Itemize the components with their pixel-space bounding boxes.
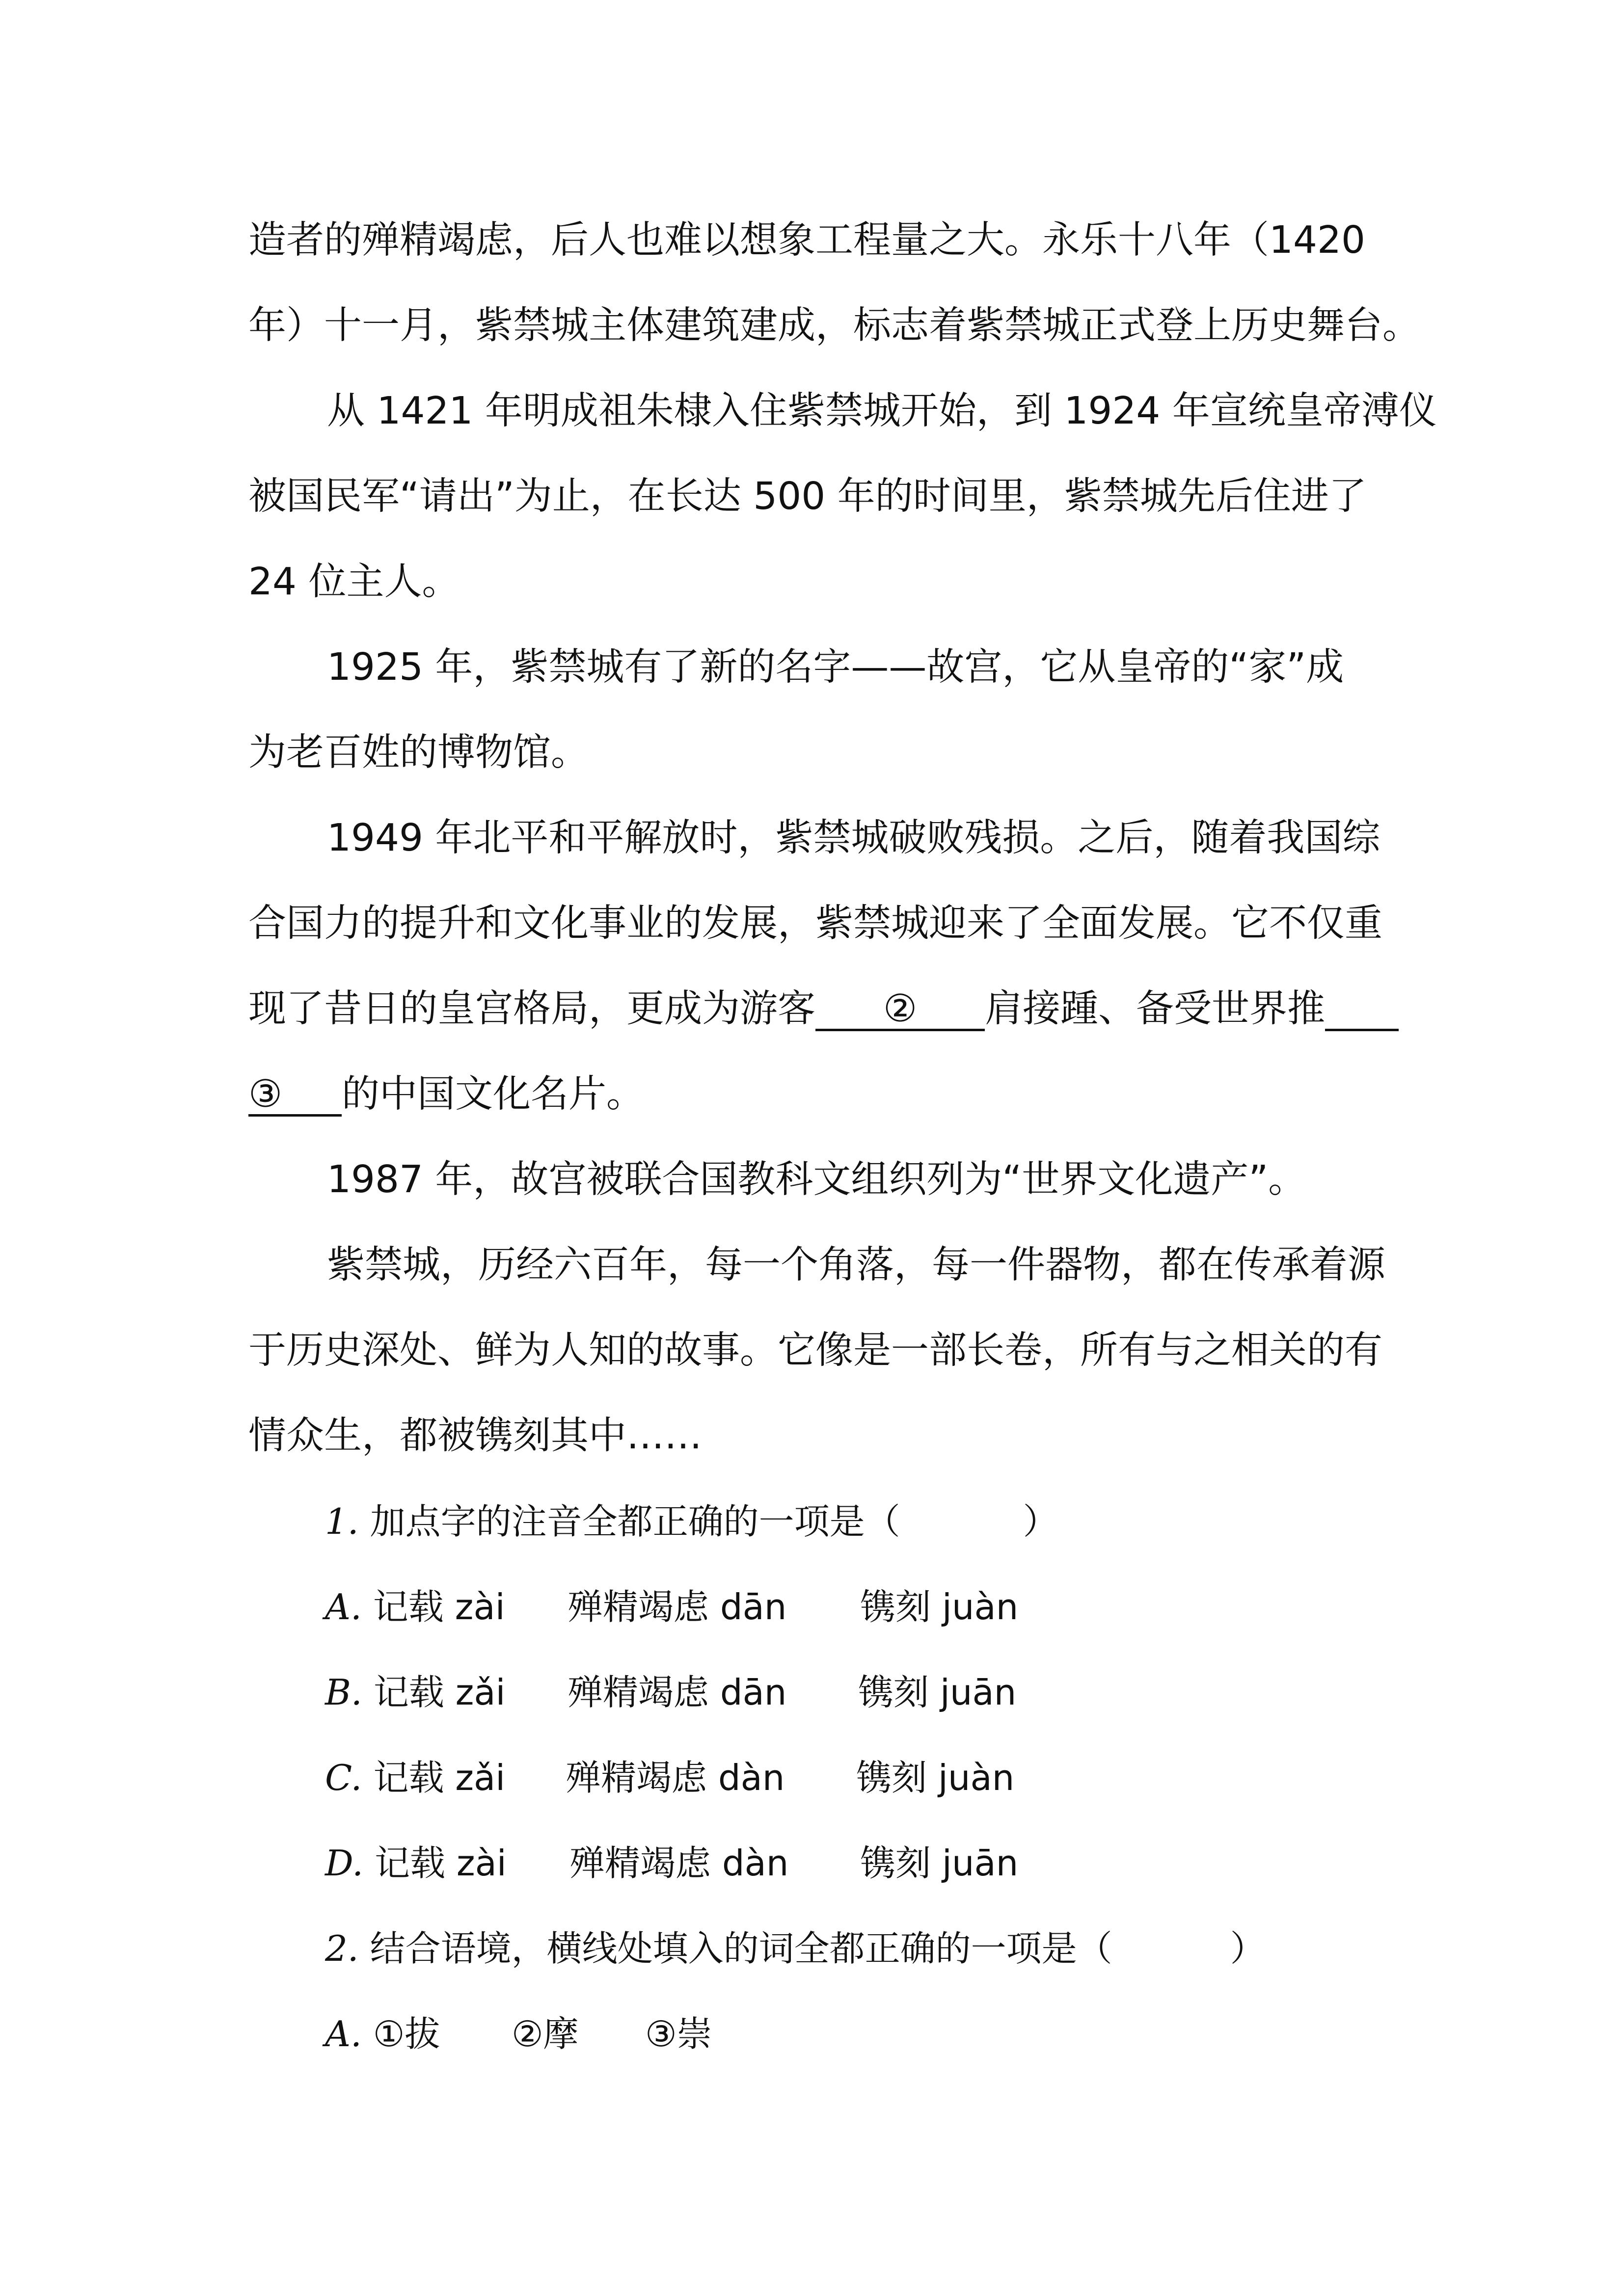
passage-line: 合国力的提升和文化事业的发展，紫禁城迎来了全面发展。它不仅重 [248,902,1382,945]
option-word: ③崇 [645,2013,712,2055]
passage-text: 肩接踵、备受世界推 [985,987,1325,1031]
question-close: ） [1230,1928,1266,1969]
option-word: 镌刻 juàn [860,1586,1019,1628]
option-word: 殚精竭虑 dān [568,1672,787,1713]
question-close: ） [1023,1501,1058,1542]
question-text: 结合语境，横线处填入的词全都正确的一项是（ [370,1928,1112,1969]
passage-line: 情众生，都被镌刻其中…… [248,1414,702,1458]
question-text: 加点字的注音全都正确的一项是（ [370,1501,900,1542]
passage-line: 1949 年北平和平解放时，紫禁城破败残损。之后，随着我国综 [327,816,1380,860]
passage-line: 于历史深处、鲜为人知的故事。它像是一部长卷，所有与之相关的有 [248,1329,1382,1372]
option-word: 记载 zǎi [373,1757,506,1798]
option-word: 殚精竭虑 dàn [566,1757,785,1798]
option-letter: A. [325,2013,362,2055]
option-letter: B. [325,1672,362,1713]
passage-line [248,1071,644,1118]
passage-line: 1925 年，紫禁城有了新的名字——故宫，它从皇帝的“家”成 [327,645,1344,689]
option-letter: C. [325,1757,362,1798]
passage-line: 紫禁城，历经六百年，每一个角落，每一件器物，都在传承着源 [327,1243,1385,1287]
passage-line: 造者的殚精竭虑，后人也难以想象工程量之大。永乐十八年（1420 [248,218,1365,262]
question-number: 2. [325,1928,359,1969]
passage-line: 为老百姓的博物馆。 [248,731,589,774]
option-word: 记载 zài [374,1842,507,1884]
option-word: 记载 zǎi [373,1672,506,1713]
fill-blank-2: ② [815,989,985,1031]
passage-line [248,986,1399,1033]
option-word: ②摩 [512,2013,579,2055]
option-letter: A. [325,1586,362,1628]
passage-text: 现了昔日的皇宫格局，更成为游客 [248,987,815,1031]
option-word: 记载 zài [373,1586,505,1628]
fill-blank-3-start [1325,989,1399,1031]
option-word: 殚精竭虑 dàn [569,1842,789,1884]
passage-text: 的中国文化名片。 [342,1072,644,1116]
option-word: 殚精竭虑 dān [568,1586,787,1628]
option-word: ①拔 [373,2013,440,2055]
passage-line: 年）十一月，紫禁城主体建筑建成，标志着紫禁城正式登上历史舞台。 [248,304,1420,347]
option-word: 镌刻 juān [858,1672,1017,1713]
option-word: 镌刻 juān [860,1842,1019,1884]
passage-line: 被国民军“请出”为止，在长达 500 年的时间里，紫禁城先后住进了 [248,475,1367,518]
fill-blank-3: ③ [248,1075,342,1117]
question-1-stem [325,1498,1058,1545]
passage-line: 从 1421 年明成祖朱棣入住紫禁城开始，到 1924 年宣统皇帝溥仪 [327,389,1437,433]
passage-line: 24 位主人。 [248,560,460,604]
question-number: 1. [325,1501,359,1542]
question-2-stem [325,1925,1266,1972]
passage-line: 1987 年，故宫被联合国教科文组织列为“世界文化遗产”。 [327,1158,1306,1201]
option-word: 镌刻 juàn [856,1757,1015,1798]
option-letter: D. [325,1842,364,1884]
